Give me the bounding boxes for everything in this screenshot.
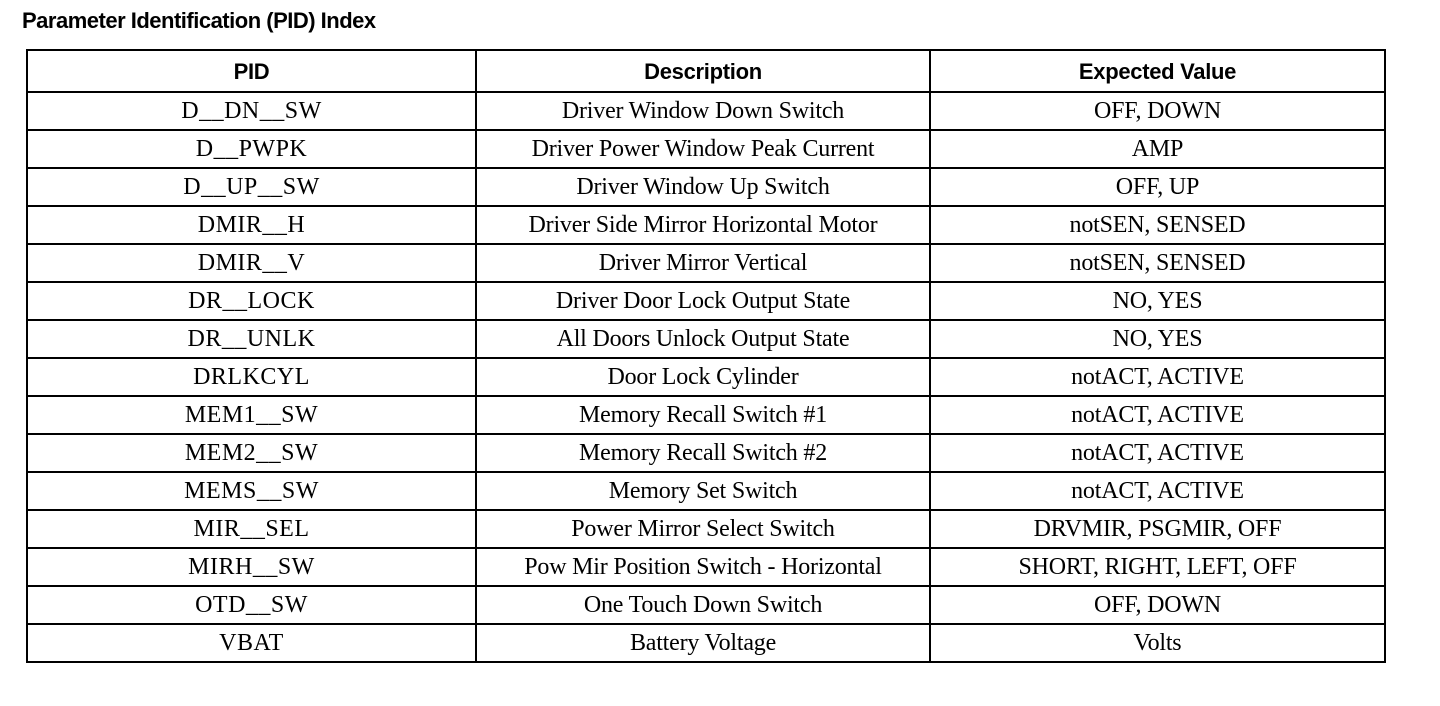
pid-index-table — [26, 49, 1386, 663]
description-cell: One Touch Down Switch — [476, 586, 930, 624]
expected-value-cell: notACT, ACTIVE — [930, 434, 1385, 472]
table-row — [27, 130, 1385, 168]
table-row — [27, 510, 1385, 548]
expected-value-cell: notSEN, SENSED — [930, 244, 1385, 282]
description-cell: Power Mirror Select Switch — [476, 510, 930, 548]
description-cell: All Doors Unlock Output State — [476, 320, 930, 358]
pid-cell: MIR__SEL — [27, 510, 476, 548]
table-row — [27, 320, 1385, 358]
table-header-row — [27, 50, 1385, 92]
table-row — [27, 624, 1385, 662]
table-row — [27, 92, 1385, 130]
description-cell: Driver Door Lock Output State — [476, 282, 930, 320]
expected-value-cell: notACT, ACTIVE — [930, 472, 1385, 510]
table-row — [27, 434, 1385, 472]
pid-cell: DMIR__V — [27, 244, 476, 282]
expected-value-cell: notACT, ACTIVE — [930, 358, 1385, 396]
column-header-pid: PID — [27, 50, 476, 92]
pid-cell: D__PWPK — [27, 130, 476, 168]
table-row — [27, 358, 1385, 396]
expected-value-cell: OFF, DOWN — [930, 92, 1385, 130]
pid-cell: MIRH__SW — [27, 548, 476, 586]
table-row — [27, 206, 1385, 244]
pid-cell: DR__UNLK — [27, 320, 476, 358]
pid-cell: D__UP__SW — [27, 168, 476, 206]
pid-cell: DRLKCYL — [27, 358, 476, 396]
description-cell: Memory Set Switch — [476, 472, 930, 510]
expected-value-cell: notSEN, SENSED — [930, 206, 1385, 244]
description-cell: Driver Mirror Vertical — [476, 244, 930, 282]
table-row — [27, 168, 1385, 206]
table-body — [27, 92, 1385, 662]
expected-value-cell: NO, YES — [930, 320, 1385, 358]
description-cell: Driver Window Up Switch — [476, 168, 930, 206]
column-header-expected-value: Expected Value — [930, 50, 1385, 92]
description-cell: Driver Side Mirror Horizontal Motor — [476, 206, 930, 244]
description-cell: Door Lock Cylinder — [476, 358, 930, 396]
expected-value-cell: OFF, UP — [930, 168, 1385, 206]
description-cell: Memory Recall Switch #1 — [476, 396, 930, 434]
pid-cell: VBAT — [27, 624, 476, 662]
document-title: Parameter Identification (PID) Index — [22, 8, 376, 33]
description-cell: Pow Mir Position Switch - Horizontal — [476, 548, 930, 586]
column-header-description: Description — [476, 50, 930, 92]
pid-cell: MEM1__SW — [27, 396, 476, 434]
expected-value-cell: NO, YES — [930, 282, 1385, 320]
pid-cell: OTD__SW — [27, 586, 476, 624]
pid-cell: DR__LOCK — [27, 282, 476, 320]
description-cell: Driver Window Down Switch — [476, 92, 930, 130]
expected-value-cell: AMP — [930, 130, 1385, 168]
pid-cell: MEMS__SW — [27, 472, 476, 510]
table-row — [27, 244, 1385, 282]
expected-value-cell: OFF, DOWN — [930, 586, 1385, 624]
table-row — [27, 282, 1385, 320]
description-cell: Battery Voltage — [476, 624, 930, 662]
table-row — [27, 396, 1385, 434]
table-row — [27, 586, 1385, 624]
table-row — [27, 472, 1385, 510]
expected-value-cell: DRVMIR, PSGMIR, OFF — [930, 510, 1385, 548]
pid-cell: D__DN__SW — [27, 92, 476, 130]
description-cell: Memory Recall Switch #2 — [476, 434, 930, 472]
expected-value-cell: SHORT, RIGHT, LEFT, OFF — [930, 548, 1385, 586]
expected-value-cell: Volts — [930, 624, 1385, 662]
pid-cell: DMIR__H — [27, 206, 476, 244]
expected-value-cell: notACT, ACTIVE — [930, 396, 1385, 434]
description-cell: Driver Power Window Peak Current — [476, 130, 930, 168]
pid-cell: MEM2__SW — [27, 434, 476, 472]
table-row — [27, 548, 1385, 586]
